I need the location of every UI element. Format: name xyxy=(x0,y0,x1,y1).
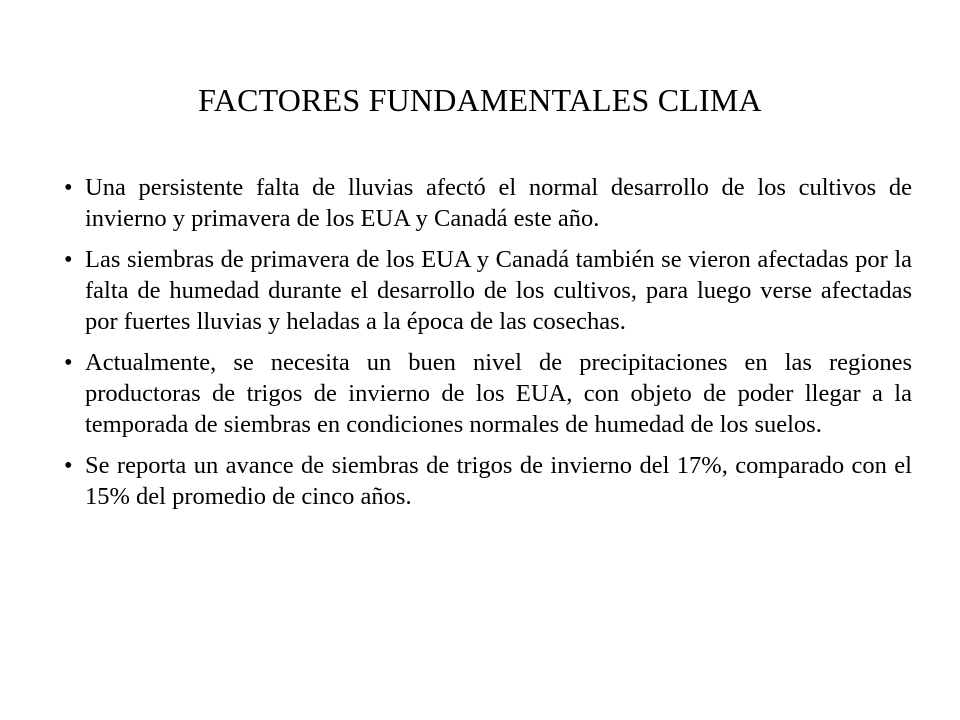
bullet-icon: • xyxy=(64,174,73,201)
bullet-icon: • xyxy=(64,452,73,479)
bullet-icon: • xyxy=(64,246,73,273)
bullet-text: Actualmente, se necesita un buen nivel de precipitaciones en las regiones productoras de trigos de invierno de los EUA, con objeto de poder llegar a la temporada de siembras en condiciones normales de humedad de los suelos. xyxy=(85,349,912,438)
bullet-list xyxy=(60,172,912,522)
slide-title: FACTORES FUNDAMENTALES CLIMA xyxy=(198,82,762,118)
bullet-item xyxy=(60,244,912,337)
bullet-item xyxy=(60,450,912,512)
bullet-icon: • xyxy=(64,349,73,376)
bullet-item xyxy=(60,347,912,440)
bullet-text: Las siembras de primavera de los EUA y Canadá también se vieron afectadas por la falta de humedad durante el desarrollo de los cultivos, para luego verse afectadas por fuertes lluvias y heladas a la época de las cosechas. xyxy=(85,246,912,335)
bullet-text: Una persistente falta de lluvias afectó el normal desarrollo de los cultivos de invierno y primavera de los EUA y Canadá este año. xyxy=(85,174,912,232)
bullet-item xyxy=(60,172,912,234)
bullet-text: Se reporta un avance de siembras de trigos de invierno del 17%, comparado con el 15% del promedio de cinco años. xyxy=(85,452,912,510)
